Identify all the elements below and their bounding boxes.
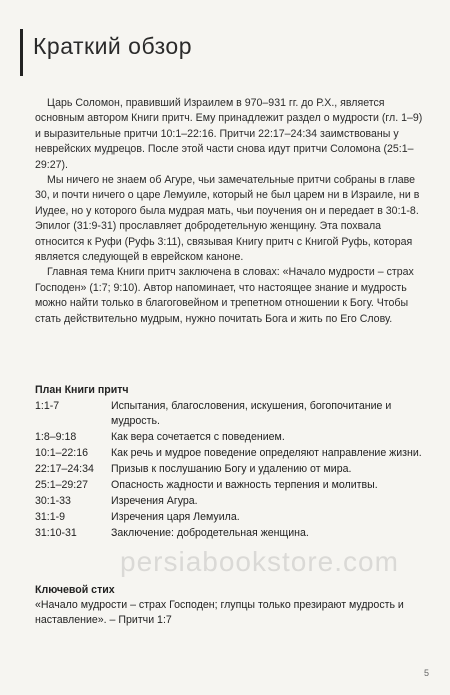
plan-desc: Опасность жадности и важность терпения и молитвы. [111, 479, 378, 491]
plan-ref: 1:1-7 [35, 400, 60, 412]
page-number: 5 [424, 668, 430, 678]
plan-row [35, 494, 425, 509]
plan-row [35, 526, 425, 541]
plan-desc: Заключение: добродетельная женщина. [111, 527, 309, 539]
plan-row [35, 510, 425, 525]
plan-row [35, 446, 425, 461]
watermark: persiabookstore.com [120, 546, 399, 577]
book-plan [35, 383, 425, 542]
plan-ref: 31:1-9 [35, 511, 66, 523]
plan-row [35, 462, 425, 477]
key-verse-heading: Ключевой стих [35, 584, 115, 596]
plan-ref: 1:8–9:18 [35, 431, 77, 443]
plan-ref: 30:1-33 [35, 495, 71, 507]
plan-desc: Испытания, благословения, искушения, богопочитание и мудрость. [111, 400, 392, 427]
plan-desc: Изречения Агура. [111, 495, 198, 507]
plan-desc: Как речь и мудрое поведение определяют направление жизни. [111, 447, 422, 459]
page-title: Краткий обзор [33, 33, 192, 59]
overview-text [35, 96, 423, 327]
plan-row [35, 430, 425, 445]
plan-heading: План Книги притч [35, 384, 129, 396]
paragraph-authorship: Царь Соломон, правивший Израилем в 970–931 гг. до Р.Х., является основным автором Книги притч. Ему принадлежит раздел о мудрости (гл. 1–9) и выразительные притчи 10:1–22:16. Притчи 22:17–24:34 заимствованы у неврейских мудрецов. После этой части снова идут притчи Соломона (25:1–29:27). [35, 97, 423, 171]
key-verse-section [35, 583, 425, 628]
plan-ref: 22:17–24:34 [35, 463, 94, 475]
plan-row [35, 478, 425, 493]
plan-desc: Изречения царя Лемуила. [111, 511, 240, 523]
plan-ref: 10:1–22:16 [35, 447, 89, 459]
paragraph-agur-lemuel: Мы ничего не знаем об Агуре, чьи замечательные притчи собраны в главе 30, и почти ничего о царе Лемуиле, который не был царем ни в Израиле, ни в Иудее, но у которого была мудрая мать, чьи поучения он и передает в 30:1-8. Эпилог (31:9-31) прославляет добродетельную женщину. Эта похвала относится к Руфи (Руфь 3:11), связывая Книгу притч с Книгой Руфь, которая является следующей в еврейском каноне. [35, 174, 420, 264]
paragraph-main-theme: Главная тема Книги притч заключена в словах: «Начало мудрости – страх Господен» (1:7; 9:10). Автор напоминает, что настоящее знание и мудрость можно найти только в благоговейном и трепетном отношении к Богу. Чтобы стать действительно мудрым, нужно почитать Бога и жить по Его Слову. [35, 266, 414, 325]
plan-desc: Призыв к послушанию Богу и удалению от мира. [111, 463, 352, 475]
plan-row [35, 399, 425, 429]
key-verse-text: «Начало мудрости – страх Господен; глупцы только презирают мудрость и наставление». – Притчи 1:7 [35, 599, 404, 626]
plan-ref: 25:1–29:27 [35, 479, 89, 491]
plan-ref: 31:10-31 [35, 527, 77, 539]
title-accent-bar [20, 29, 23, 76]
plan-desc: Как вера сочетается с поведением. [111, 431, 285, 443]
